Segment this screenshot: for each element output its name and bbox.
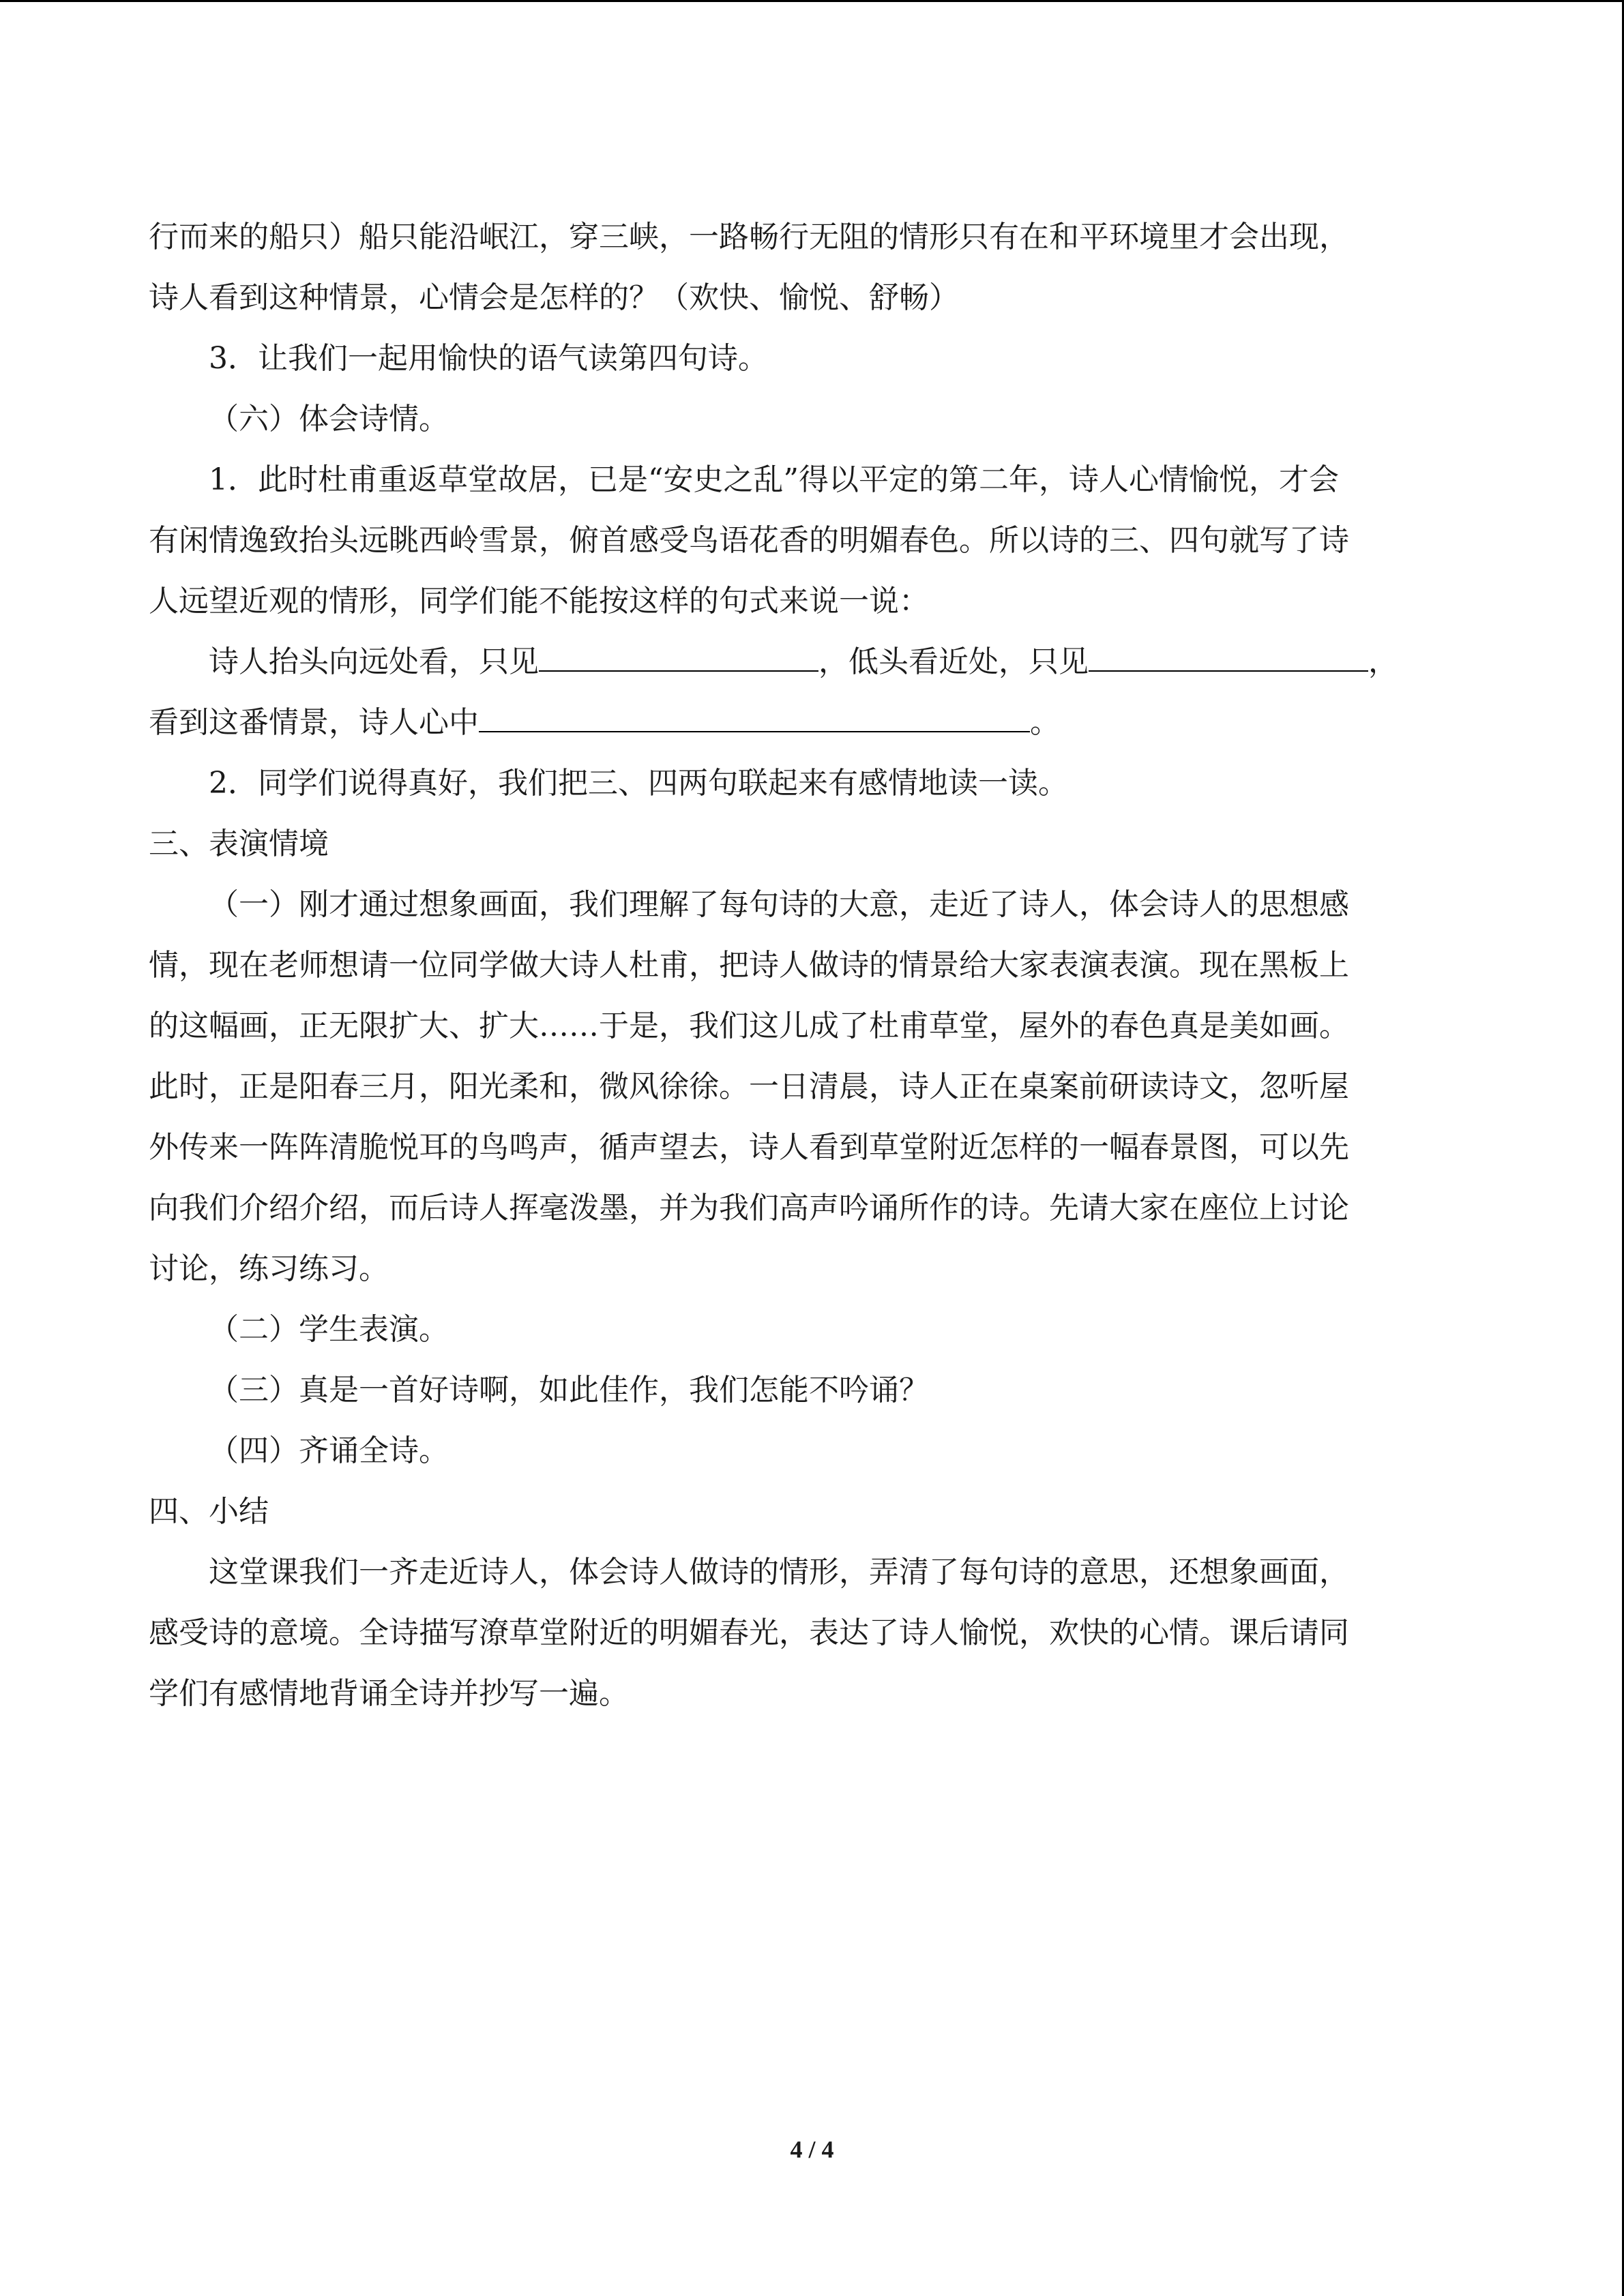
fill-in-sentence-line-1 [149, 631, 1475, 692]
paragraph-line: （二）学生表演。 [209, 1312, 449, 1347]
paragraph-line: 的这幅画，正无限扩大、扩大……于是，我们这儿成了杜甫草堂，屋外的春色真是美如画。 [149, 1009, 1349, 1043]
paragraph-line: 1．此时杜甫重返草堂故居，已是“安史之乱”得以平定的第二年，诗人心情愉悦，才会 [209, 462, 1339, 497]
page-number: 4 / 4 [790, 2136, 834, 2163]
paragraph-line: 行而来的船只）船只能沿岷江，穿三峡，一路畅行无阻的情形只有在和平环境里才会出现， [149, 220, 1349, 254]
section-heading: 三、表演情境 [149, 826, 329, 861]
fill-text: 看到这番情景，诗人心中 [149, 705, 479, 740]
fill-in-sentence-line-2 [149, 692, 1475, 753]
paragraph-line: 讨论，练习练习。 [149, 1251, 389, 1286]
paragraph-line: 2．同学们说得真好，我们把三、四两句联起来有感情地读一读。 [209, 766, 1068, 801]
paragraph-line: 3．让我们一起用愉快的语气读第四句诗。 [209, 341, 768, 376]
paragraph-line: 向我们介绍介绍，而后诗人挥毫泼墨，并为我们高声吟诵所作的诗。先请大家在座位上讨论 [149, 1191, 1349, 1225]
section-heading: 四、小结 [149, 1494, 269, 1529]
paragraph-line: （四）齐诵全诗。 [209, 1433, 449, 1468]
fill-blank [479, 696, 1030, 732]
paragraph-line: 诗人看到这种情景，心情会是怎样的？（欢快、愉悦、舒畅） [149, 280, 959, 315]
fill-text: ，低头看近处，只见 [818, 644, 1089, 679]
paragraph-line: 有闲情逸致抬头远眺西岭雪景，俯首感受鸟语花香的明媚春色。所以诗的三、四句就写了诗 [149, 523, 1349, 558]
fill-text: ， [1368, 644, 1398, 679]
paragraph-line: 此时，正是阳春三月，阳光柔和，微风徐徐。一日清晨，诗人正在桌案前研读诗文，忽听屋 [149, 1069, 1349, 1104]
paragraph-line: 这堂课我们一齐走近诗人，体会诗人做诗的情形，弄清了每句诗的意思，还想象画面， [209, 1555, 1349, 1590]
fill-blank [539, 635, 818, 672]
paragraph-line: 感受诗的意境。全诗描写潦草堂附近的明媚春光，表达了诗人愉悦，欢快的心情。课后请同 [149, 1615, 1349, 1650]
section-subheading: （六）体会诗情。 [209, 402, 449, 436]
paragraph-line: （三）真是一首好诗啊，如此佳作，我们怎能不吟诵？ [209, 1373, 929, 1407]
document-body [149, 207, 1475, 1724]
paragraph-line: 外传来一阵阵清脆悦耳的鸟鸣声，循声望去，诗人看到草堂附近怎样的一幅春景图，可以先 [149, 1130, 1349, 1165]
paragraph-line: 学们有感情地背诵全诗并抄写一遍。 [149, 1676, 629, 1711]
paragraph-line: 人远望近观的情形，同学们能不能按这样的句式来说一说： [149, 584, 929, 618]
paragraph-line: 情，现在老师想请一位同学做大诗人杜甫，把诗人做诗的情景给大家表演表演。现在黑板上 [149, 948, 1349, 983]
fill-text: 。 [1030, 705, 1060, 740]
fill-text: 诗人抬头向远处看，只见 [209, 644, 539, 679]
fill-blank [1089, 635, 1368, 672]
paragraph-line: （一）刚才通过想象画面，我们理解了每句诗的大意，走近了诗人，体会诗人的思想感 [209, 887, 1349, 922]
